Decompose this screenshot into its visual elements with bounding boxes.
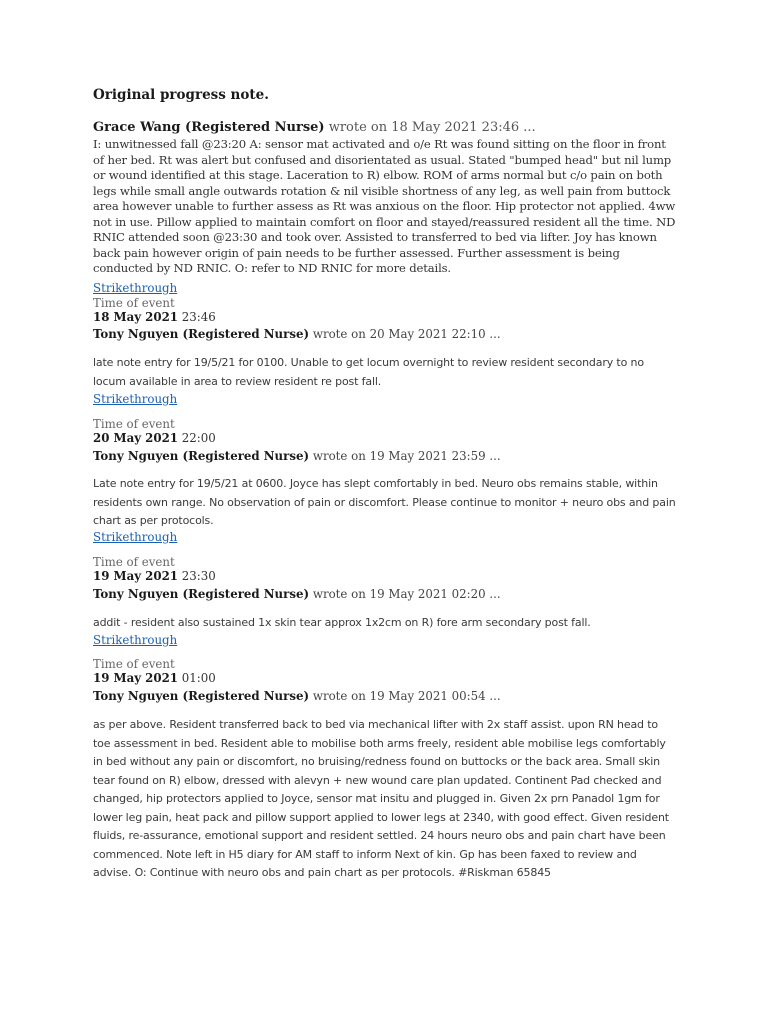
time-of-event-value: [93, 431, 216, 445]
time-of-event-value: [93, 569, 216, 583]
time-of-event-label: Time of event: [93, 417, 175, 431]
time-of-event-value: [93, 310, 216, 324]
note-body: I: unwitnessed fall @23:20 A: sensor mat activated and o/e Rt was found sitting on the floor in front of her bed. Rt was alert but confused and disorientated as usual. Stated "bumped head" but nil lump or wound identified at this stage. Laceration to R) elbow. ROM of arms normal but c/o pain on both legs while small angle outwards rotation & nil visible shortness of any leg, as well pain from buttock area however unable to further assess as Rt was anxious on the floor. Hip protector not applied. 4ww not in use. Pillow applied to maintain comfort on floor and stayed/reassured resident all the time. ND RNIC attended soon @23:30 and took over. Assisted to transferred to bed via lifter. Joy has known back pain however origin of pain needs to be further assessed. Further assessment is being conducted by ND RNIC. O: refer to ND RNIC for more details.: [93, 137, 676, 275]
note-header: [93, 587, 501, 601]
note-header: [93, 120, 536, 135]
strikethrough-link[interactable]: Strikethrough: [93, 633, 178, 647]
strikethrough-link[interactable]: Strikethrough: [93, 392, 178, 406]
note-header: [93, 449, 501, 463]
note-meta: wrote on 18 May 2021 23:46 ...: [328, 120, 536, 135]
note-author: Tony Nguyen (Registered Nurse): [93, 689, 310, 703]
strikethrough-link[interactable]: Strikethrough: [93, 530, 178, 544]
time-of-event-label: Time of event: [93, 555, 175, 569]
note-body: Late note entry for 19/5/21 at 0600. Joyce has slept comfortably in bed. Neuro obs remains stable, within residents own range. No observation of pain or discomfort. Please continue to monitor + neuro obs and pain chart as per protocols.: [93, 477, 676, 527]
note-meta: wrote on 20 May 2021 22:10 ...: [312, 327, 501, 341]
note-body: late note entry for 19/5/21 for 0100. Unable to get locum overnight to review resident secondary to no locum available in area to review resident re post fall.: [93, 356, 644, 388]
event-time: 23:30: [181, 569, 216, 583]
time-of-event-label: Time of event: [93, 657, 175, 671]
time-of-event-value: [93, 671, 216, 685]
note-meta: wrote on 19 May 2021 23:59 ...: [312, 449, 501, 463]
note-author: Tony Nguyen (Registered Nurse): [93, 327, 310, 341]
event-time: 23:46: [181, 310, 216, 324]
event-date: 20 May 2021: [93, 431, 179, 445]
time-of-event-label: Time of event: [93, 296, 175, 310]
event-date: 19 May 2021: [93, 569, 179, 583]
note-meta: wrote on 19 May 2021 02:20 ...: [312, 587, 501, 601]
note-body: addit - resident also sustained 1x skin tear approx 1x2cm on R) fore arm secondary post fall.: [93, 616, 591, 629]
document-heading: Original progress note.: [93, 87, 269, 103]
note-header: [93, 689, 501, 703]
note-author: Tony Nguyen (Registered Nurse): [93, 587, 310, 601]
event-time: 22:00: [181, 431, 216, 445]
note-author: Tony Nguyen (Registered Nurse): [93, 449, 310, 463]
note-header: [93, 327, 501, 341]
event-time: 01:00: [181, 671, 216, 685]
note-body: as per above. Resident transferred back to bed via mechanical lifter with 2x staff assist. upon RN head to toe assessment in bed. Resident able to mobilise both arms freely, resident able mobilise legs comfortably in bed without any pain or discomfort, no bruising/redness found on buttocks or the back area. Small skin tear found on R) elbow, dressed with alevyn + new wound care plan updated. Continent Pad checked and changed, hip protectors applied to Joyce, sensor mat insitu and plugged in. Given 2x prn Panadol 1gm for lower leg pain, heat pack and pillow support applied to lower legs at 2340, with good effect. Given resident fluids, re-assurance, emotional support and resident settled. 24 hours neuro obs and pain chart have been commenced. Note left in H5 diary for AM staff to inform Next of kin. Gp has been faxed to review and advise. O: Continue with neuro obs and pain chart as per protocols. #Riskman 65845: [93, 718, 669, 879]
strikethrough-link[interactable]: Strikethrough: [93, 281, 178, 295]
event-date: 19 May 2021: [93, 671, 179, 685]
note-meta: wrote on 19 May 2021 00:54 ...: [312, 689, 501, 703]
event-date: 18 May 2021: [93, 310, 179, 324]
note-author: Grace Wang (Registered Nurse): [93, 120, 325, 135]
